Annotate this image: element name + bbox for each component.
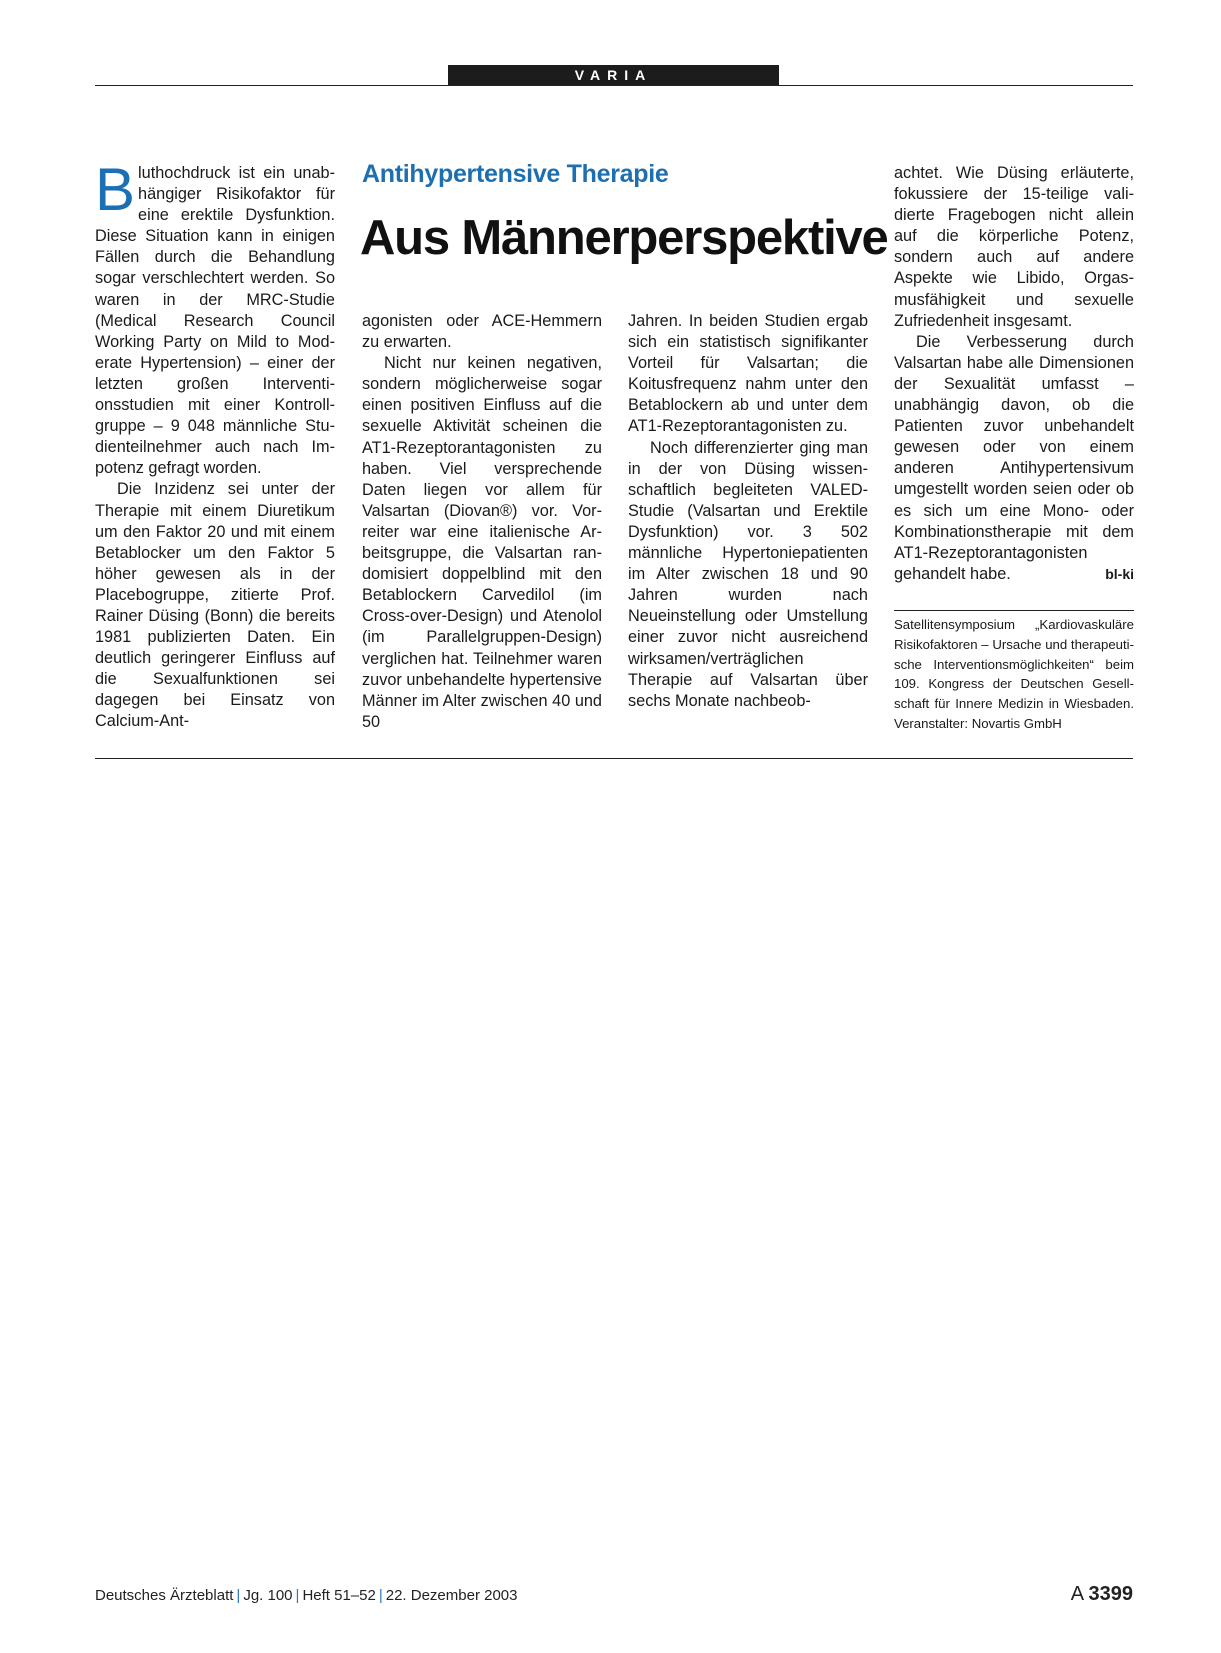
paragraph: Nicht nur keinen negativen, sondern möglicherweise sogar einen positiven Einfluss auf die sexuelle Aktivität scheinen die AT1-Rezeptorantagonisten zu haben. Viel versprechende Daten liegen vor allem für Valsartan (Diovan®) vor. Vorreiter war eine italienische Arbeitsgruppe, die Valsartan randomisiert doppelblind mit den Betablockern Carvedilol (im Cross-over-Design) und Atenolol (im Parallelgruppen-Design) verglichen hat. Teilnehmer waren zuvor unbehandelte hypertensive Männer im Alter zwischen 40 und 50 [362, 354, 602, 731]
paragraph [894, 332, 1134, 585]
page-footer [95, 1583, 1133, 1605]
section-tag: VARIA [448, 65, 779, 85]
author-signature: bl-ki [1105, 565, 1134, 582]
paragraph: Jahren. In beiden Studien ergab sich ein statistisch signifikanter Vorteil für Valsartan; die Koitusfrequenz nahm unter den Betablockern ab und unter dem AT1-Rezeptorantagonisten zu. [628, 312, 868, 436]
page-number-value: 3399 [1088, 1583, 1133, 1605]
column-3 [628, 311, 868, 712]
article-bottom-rule [95, 758, 1133, 759]
column-2 [362, 311, 602, 733]
footer-separator: | [295, 1587, 300, 1604]
issue: Heft 51–52 [302, 1587, 376, 1604]
paragraph: agonisten oder ACE-Hemmern zu erwarten. [362, 312, 602, 352]
page-prefix: A [1070, 1583, 1083, 1605]
paragraph: achtet. Wie Düsing erläuterte, fokussiere der 15-teilige validierte Fragebogen nicht allein auf die körperliche Potenz, sondern auch auf andere Aspekte wie Libido, Orgasmusfähigkeit und sexuelle Zufriedenheit insgesamt. [894, 164, 1134, 330]
column-1 [95, 156, 335, 733]
header-rule [95, 85, 1133, 86]
paragraph-text: luthochdruck ist ein unabhängiger Risikofaktor für eine erektile Dysfunktion. Diese Situation kann in einigen Fällen durch die Behandlung sogar verschlechtert werden. So waren in der MRC-Studie (Medical Research Council Working Party on Mild to Moderate Hypertension) – einer der letzten großen Interventionsstudien mit einer Kontrollgruppe – 9 048 männliche Studienteilnehmer auch nach Impotenz gefragt worden. [95, 164, 335, 478]
article-headline: Aus Männerperspektive [360, 211, 888, 265]
issue-date: 22. Dezember 2003 [385, 1587, 518, 1604]
footer-separator: | [378, 1587, 383, 1604]
paragraph [95, 156, 335, 479]
paragraph: Die Inzidenz sei unter der Therapie mit einem Diuretikum um den Faktor 20 und mit einem Betablocker um den Faktor 5 höher gewesen als in der Placebogruppe, zitierte Prof. Rainer Düsing (Bonn) die bereits 1981 publizierten Daten. Ein deutlich geringerer Einfluss auf die Sexualfunktionen sei dagegen bei Einsatz von Calcium-Ant- [95, 480, 335, 731]
footer-separator: | [236, 1587, 241, 1604]
column-4 [894, 163, 1134, 585]
article-kicker: Antihypertensive Therapie [362, 160, 669, 188]
paragraph: Noch differenzierter ging man in der von Düsing wissenschaftlich begleiteten VALED-Studie (Valsartan und Erektile Dysfunktion) vor. 3 502 männliche Hypertoniepatienten im Alter zwischen 18 und 90 Jahren wurden nach Neueinstellung oder Umstellung einer zuvor nicht ausreichend wirksamen/verträglichen Therapie auf Valsartan über sechs Monate nachbeob- [628, 438, 868, 710]
journal-name: Deutsches Ärzteblatt [95, 1587, 234, 1604]
volume: Jg. 100 [243, 1587, 293, 1604]
paragraph-text: Die Verbesserung durch Valsartan habe alle Dimensionen der Sexualität umfasst – unabhängig davon, ob die Patienten zuvor unbehandelt gewesen oder von einem anderen Antihypertensivum umgestellt worden seien oder ob es sich um eine Mono- oder Kombinationstherapie mit dem AT1-Rezeptorantagonisten gehandelt habe. [894, 332, 1134, 583]
drop-cap: B [95, 156, 136, 223]
source-note: Satellitensymposium „Kardiovaskuläre Risikofaktoren – Ursache und therapeutische Interventionsmöglichkeiten“ beim 109. Kongress der Deutschen Gesellschaft für Innere Medizin in Wiesbaden. Veranstalter: Novartis GmbH [894, 610, 1134, 734]
page-number [1071, 1583, 1133, 1606]
